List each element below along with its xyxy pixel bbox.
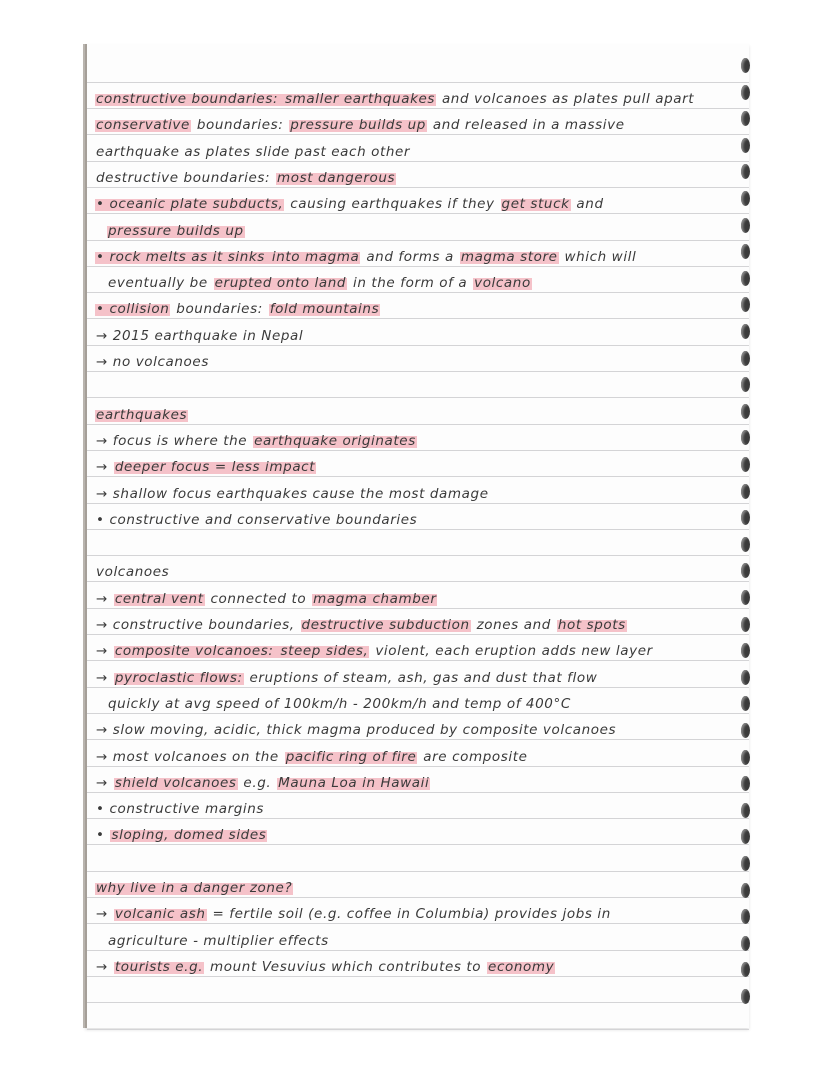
highlighted-text: volcano xyxy=(474,275,531,292)
note-text: → no volcanoes xyxy=(96,354,209,370)
note-line xyxy=(95,458,316,476)
ruled-line xyxy=(87,161,749,162)
binder-hole-icon xyxy=(741,324,750,339)
ruled-line xyxy=(87,844,749,845)
highlighted-text: Mauna Loa in Hawaii xyxy=(278,774,430,791)
highlighted-text: economy xyxy=(488,958,555,975)
highlighted-text: steep sides, xyxy=(275,643,369,660)
ruled-line xyxy=(87,608,749,609)
note-text: • xyxy=(96,827,110,844)
note-line xyxy=(95,248,637,266)
note-line xyxy=(95,195,605,213)
ruled-line xyxy=(87,871,749,872)
note-text: → shallow focus earthquakes cause the most damage xyxy=(96,485,489,502)
highlighted-text: pressure builds up xyxy=(290,117,426,134)
highlighted-text: • oceanic plate subducts, xyxy=(96,196,284,213)
ruled-line xyxy=(87,713,749,714)
highlighted-text: earthquakes xyxy=(96,406,188,423)
note-line xyxy=(107,274,532,292)
note-text: destructive boundaries: xyxy=(96,169,276,186)
ruled-line xyxy=(87,424,749,425)
note-text: and volcanoes as plates pull apart xyxy=(437,91,695,107)
notebook-page xyxy=(85,44,749,1028)
highlighted-text: central vent xyxy=(114,590,204,607)
binder-hole-icon xyxy=(741,164,750,179)
highlighted-text: • collision xyxy=(96,301,170,318)
binder-hole-icon xyxy=(741,723,750,738)
note-text: which will xyxy=(559,248,637,265)
note-text: • constructive and conservative boundaries xyxy=(96,511,418,528)
note-line xyxy=(95,406,188,424)
note-text: → xyxy=(96,590,113,607)
note-text: and forms a xyxy=(361,248,459,265)
ruled-line xyxy=(87,134,749,135)
highlighted-text: constructive boundaries: xyxy=(96,91,283,107)
note-text: earthquake as plates slide past each other xyxy=(96,143,411,160)
ruled-line xyxy=(87,766,749,767)
ruled-line xyxy=(87,371,749,372)
binder-hole-icon xyxy=(741,218,750,233)
note-text: e.g. xyxy=(238,774,277,791)
binder-hole-icon xyxy=(741,829,750,844)
ruled-line xyxy=(87,292,749,293)
ruled-line xyxy=(87,897,749,898)
binder-hole-icon xyxy=(741,750,750,765)
binder-hole-icon xyxy=(741,989,750,1004)
highlighted-text: magma store xyxy=(460,248,558,265)
note-line xyxy=(95,169,396,187)
highlighted-text: destructive subduction xyxy=(301,617,470,633)
ruled-line xyxy=(87,187,749,188)
note-text: boundaries: xyxy=(191,117,289,134)
highlighted-text: • rock melts as it sinks xyxy=(96,248,270,265)
note-text: eventually be xyxy=(108,275,213,292)
highlighted-text: pressure builds up xyxy=(108,222,244,239)
binder-hole-icon xyxy=(741,776,750,791)
note-line xyxy=(95,432,417,450)
note-text: boundaries: xyxy=(171,301,268,318)
ruled-line xyxy=(87,503,749,504)
note-line xyxy=(95,143,411,161)
binder-hole-icon xyxy=(741,537,750,552)
note-text: causing earthquakes if they xyxy=(285,196,500,213)
binder-hole-icon xyxy=(741,856,750,871)
note-line xyxy=(95,300,380,318)
binder-hole-icon xyxy=(741,377,750,392)
note-text: → constructive boundaries, xyxy=(96,617,300,633)
note-text: and released in a massive xyxy=(427,117,625,134)
note-text: → most volcanoes on the xyxy=(96,748,284,765)
binder-hole-icon xyxy=(741,590,750,605)
note-line xyxy=(95,327,304,345)
note-text: → xyxy=(96,643,113,660)
note-line xyxy=(95,826,267,844)
note-line xyxy=(95,721,617,739)
ruled-line xyxy=(87,397,749,398)
binder-hole-icon xyxy=(741,510,750,525)
binder-hole-icon xyxy=(741,111,750,126)
ruled-line xyxy=(87,660,749,661)
note-text: mount Vesuvius which contributes to xyxy=(205,958,487,975)
ruled-line xyxy=(87,345,749,346)
highlighted-text: erupted onto land xyxy=(214,275,347,292)
note-text: → xyxy=(96,774,113,791)
ruled-line xyxy=(87,923,749,924)
binder-hole-icon xyxy=(741,271,750,286)
binder-hole-icon xyxy=(741,191,750,206)
note-line xyxy=(95,485,490,503)
binder-hole-icon xyxy=(741,430,750,445)
binder-hole-icon xyxy=(741,670,750,685)
highlighted-text: pacific ring of fire xyxy=(285,748,417,765)
binder-hole-icon xyxy=(741,85,750,100)
note-text: → xyxy=(96,459,113,476)
note-text: • constructive margins xyxy=(96,801,265,818)
binder-hole-icon xyxy=(741,138,750,153)
note-text: → 2015 earthquake in Nepal xyxy=(96,327,304,344)
note-line xyxy=(95,642,654,660)
binder-hole-icon xyxy=(741,643,750,658)
binder-hole-icon xyxy=(741,58,750,73)
highlighted-text: conservative xyxy=(96,117,190,134)
note-text: in the form of a xyxy=(348,275,473,292)
note-text: → focus is where the xyxy=(96,432,253,449)
note-text: are composite xyxy=(418,748,528,765)
note-text: → xyxy=(96,669,113,686)
ruled-line xyxy=(87,792,749,793)
note-line xyxy=(95,116,626,134)
note-line xyxy=(95,958,555,976)
highlighted-text: pyroclastic flows: xyxy=(114,669,243,686)
note-line xyxy=(95,616,627,634)
highlighted-text: composite volcanoes: xyxy=(114,643,274,660)
note-line xyxy=(95,590,437,608)
binder-hole-icon xyxy=(741,563,750,578)
note-text: quickly at avg speed of 100km/h - 200km/h and temp of 400°C xyxy=(108,695,571,712)
ruled-line xyxy=(87,581,749,582)
note-line xyxy=(107,695,572,713)
binder-hole-icon xyxy=(741,351,750,366)
highlighted-text: sloping, domed sides xyxy=(111,827,267,844)
note-text: zones and xyxy=(471,617,556,633)
binder-hole-icon xyxy=(741,484,750,499)
binder-hole-icon xyxy=(741,696,750,711)
note-text: → xyxy=(96,958,113,975)
note-line xyxy=(95,748,529,766)
note-text: = fertile soil (e.g. coffee in Columbia) provides jobs in xyxy=(207,906,611,923)
highlighted-text: why live in a danger zone? xyxy=(96,880,293,896)
highlighted-text: most dangerous xyxy=(277,169,396,186)
binder-hole-icon xyxy=(741,297,750,312)
ruled-line xyxy=(87,818,749,819)
highlighted-text: smaller earthquakes xyxy=(285,91,436,107)
note-line xyxy=(95,774,430,792)
ruled-line xyxy=(87,318,749,319)
ruled-line xyxy=(87,976,749,977)
note-text: → xyxy=(96,906,113,923)
highlighted-text: tourists e.g. xyxy=(114,958,204,975)
ruled-line xyxy=(87,1002,749,1003)
note-line xyxy=(95,563,170,581)
note-line xyxy=(95,800,265,818)
ruled-line xyxy=(87,82,749,83)
highlighted-text: fold mountains xyxy=(269,301,380,318)
note-text: eruptions of steam, ash, gas and dust that flow xyxy=(244,669,598,686)
ruled-line xyxy=(87,687,749,688)
ruled-line xyxy=(87,240,749,241)
note-text: and xyxy=(571,196,604,213)
ruled-line xyxy=(87,266,749,267)
note-text: agriculture - multiplier effects xyxy=(108,932,329,949)
highlighted-text: into magma xyxy=(271,248,360,265)
note-text: connected to xyxy=(205,590,312,607)
note-line xyxy=(95,905,612,923)
note-text: violent, each eruption adds new layer xyxy=(370,643,653,660)
note-line xyxy=(107,222,245,240)
note-line xyxy=(95,511,418,529)
binder-hole-icon xyxy=(741,244,750,259)
ruled-line xyxy=(87,950,749,951)
binder-hole-icon xyxy=(741,617,750,632)
ruled-line xyxy=(87,108,749,109)
ruled-line xyxy=(87,213,749,214)
binder-hole-icon xyxy=(741,883,750,898)
binder-hole-icon xyxy=(741,803,750,818)
note-text: volcanoes xyxy=(96,564,170,581)
highlighted-text: deeper focus = less impact xyxy=(114,459,316,476)
highlighted-text: hot spots xyxy=(557,617,626,633)
ruled-line xyxy=(87,476,749,477)
note-text: → slow moving, acidic, thick magma produced by composite volcanoes xyxy=(96,722,617,739)
ruled-line xyxy=(87,634,749,635)
binder-hole-icon xyxy=(741,404,750,419)
binder-hole-icon xyxy=(741,936,750,951)
note-line xyxy=(95,879,293,897)
highlighted-text: shield volcanoes xyxy=(114,774,237,791)
note-line xyxy=(95,669,598,687)
note-line xyxy=(107,932,330,950)
binder-hole-icon xyxy=(741,457,750,472)
ruled-line xyxy=(87,529,749,530)
highlighted-text: volcanic ash xyxy=(114,906,206,923)
ruled-line xyxy=(87,555,749,556)
ruled-line xyxy=(87,739,749,740)
note-line xyxy=(95,353,210,371)
ruled-line xyxy=(87,450,749,451)
highlighted-text: earthquake originates xyxy=(254,432,416,449)
highlighted-text: get stuck xyxy=(501,196,570,213)
binder-hole-icon xyxy=(741,909,750,924)
highlighted-text: magma chamber xyxy=(313,590,437,607)
note-line xyxy=(95,90,695,108)
ruled-line xyxy=(87,1029,749,1030)
